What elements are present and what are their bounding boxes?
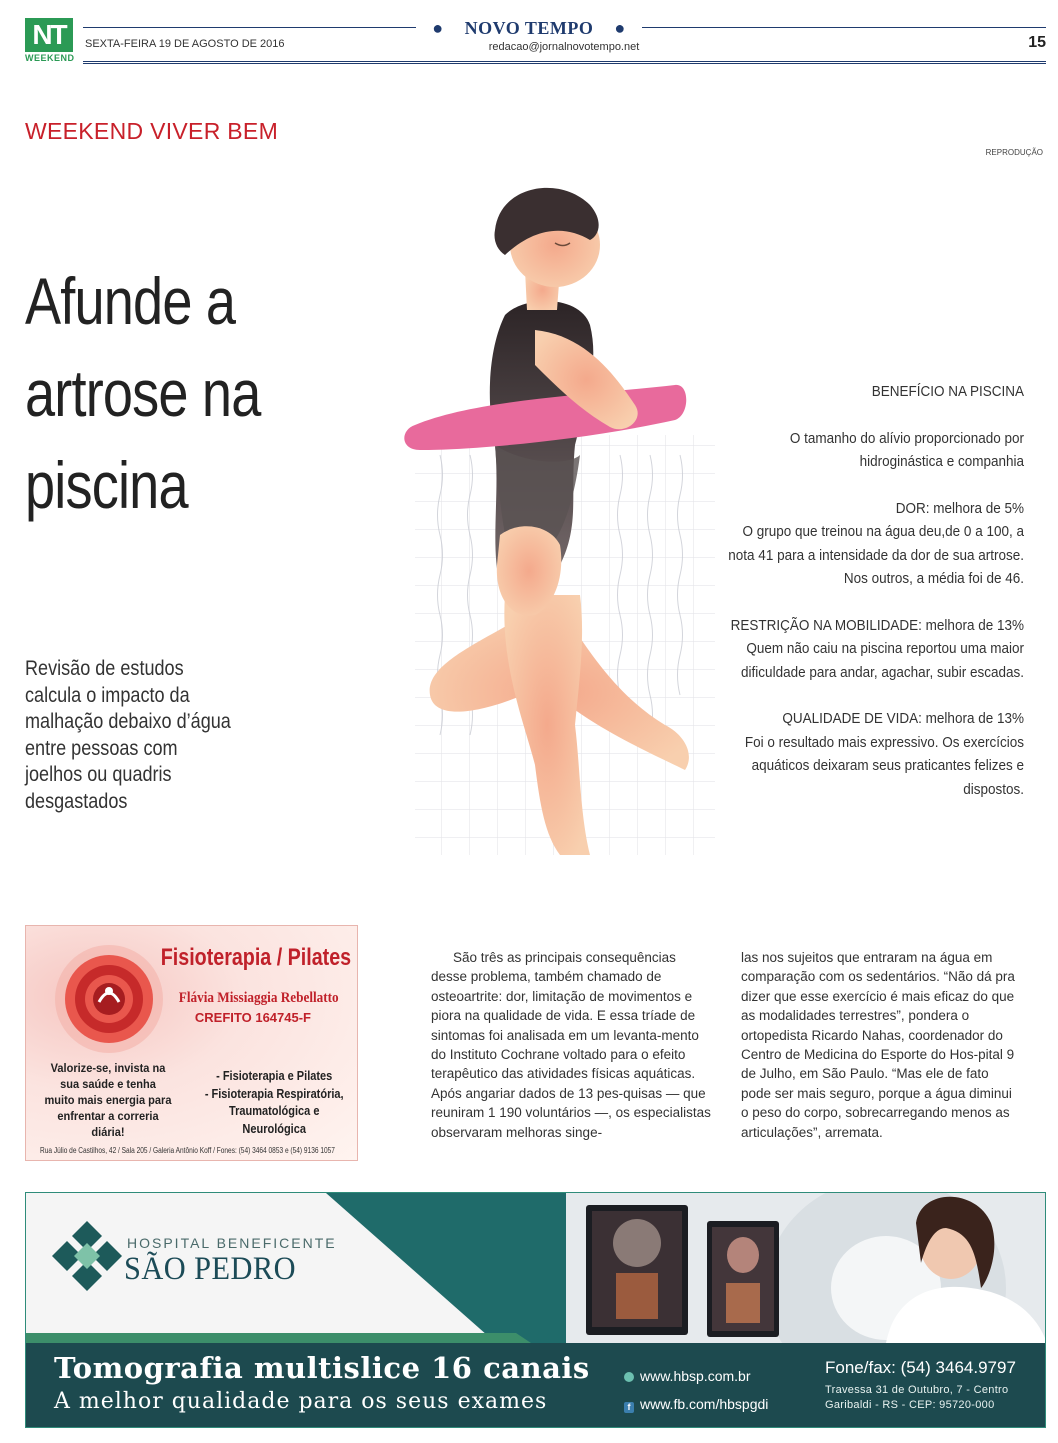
editorial-email[interactable]: redacao@jornalnovotempo.net xyxy=(488,41,640,53)
article-body-col1: São três as principais consequências desse problema, também chamado de osteoartrite: dor, limitação de movimentos e piora na qualidade de vida. E essa tríade de sintomas foi analisada em um levanta-mento do Instituto Cochrane voltado para o efeito terapêutico das atividades físicas aquáticas. Após angariar dados de 13 pes-quisas — que reuniram 1 190 voluntários —, os especialistas observaram melhoras singe- xyxy=(431,950,711,1140)
section-title: WEEKEND VIVER BEM xyxy=(25,118,279,144)
logo-subtitle: WEEKEND xyxy=(25,53,75,63)
hospital-ad[interactable] xyxy=(25,1192,1046,1428)
pilates-service: - Fisioterapia Respiratória, xyxy=(204,1086,344,1101)
hospital-name-small: HOSPITAL BENEFICENTE xyxy=(127,1235,337,1251)
infobox-item-text: Quem não caiu na piscina reportou uma maior dificuldade para andar, agachar, subir escadas. xyxy=(741,640,1024,681)
masthead-rule-bottom xyxy=(83,61,1046,64)
hospital-facebook: www.fb.com/hbspgdi xyxy=(640,1396,769,1412)
photo-credit: REPRODUÇÃO xyxy=(985,148,1043,157)
facebook-icon: f xyxy=(624,1402,634,1413)
hospital-cross-logo-icon xyxy=(52,1221,122,1291)
pilates-address: Rua Júlio de Castilhos, 42 / Sala 205 / Galeria Antônio Koff / Fones: (54) 3464 0853 e (54) 9136 1057 xyxy=(40,1146,335,1155)
hospital-address: Travessa 31 de Outubro, 7 - Centro xyxy=(825,1384,1009,1396)
hospital-city: Garibaldi - RS - CEP: 95720-000 xyxy=(825,1399,995,1411)
article-dek: Revisão de estudos calcula o impacto da malhação debaixo d’água entre pessoas com joelhos ou quadris desgastados xyxy=(25,657,231,813)
pilates-services xyxy=(199,1068,349,1138)
bullet-icon: ● xyxy=(606,18,633,39)
headline-line: Afunde a xyxy=(25,264,236,338)
globe-icon xyxy=(624,1372,634,1382)
infobox-item-heading: QUALIDADE DE VIDA: melhora de 13% xyxy=(782,710,1024,727)
headline xyxy=(25,255,287,531)
article-body-col2: las nos sujeitos que entraram na água em comparação com os sedentários. “Não dá pra dizer que esse exercício é mais eficaz do que as modalidades terrestres”, pondera o ortopedista Ricardo Nahas, coordenador do Centro de Medicina do Esporte do Hos-pital 9 de Julho, em São Paulo. “Mas ele de fato pode ser mais seguro, porque a água diminui o peso do corpo, sobrecarregando menos as articulações”, arremata. xyxy=(741,950,1015,1140)
hospital-subtagline: A melhor qualidade para os seus exames xyxy=(54,1389,548,1414)
pilates-professional: Flávia Missiaggia Rebellatto xyxy=(179,990,339,1006)
bullet-icon: ● xyxy=(424,18,451,39)
infobox-item-text: Foi o resultado mais expressivo. Os exercícios aquáticos deixaram seus praticantes felizes e dispostos. xyxy=(744,733,1024,798)
hospital-website-link[interactable] xyxy=(624,1368,750,1384)
infobox-item-heading: DOR: melhora de 5% xyxy=(895,499,1024,517)
page-number: 15 xyxy=(1028,34,1046,51)
pilates-service: Traumatológica e Neurológica xyxy=(228,1104,320,1136)
pilates-slogan: Valorize-se, invista na sua saúde e tenha muito mais energia para enfrentar a correria diária! xyxy=(44,1061,172,1139)
masthead-title xyxy=(416,18,642,39)
pilates-service: - Fisioterapia e Pilates xyxy=(216,1069,333,1083)
hospital-name: SÃO PEDRO xyxy=(124,1251,296,1287)
pilates-registration: CREFITO 164745-F xyxy=(194,1010,311,1025)
infobox xyxy=(694,380,1024,801)
masthead xyxy=(0,18,1058,39)
infobox-intro: O tamanho do alívio proporcionado por hidroginástica e companhia xyxy=(789,429,1024,470)
pilates-logo-icon xyxy=(54,944,164,1054)
headline-line: artrose na xyxy=(25,356,261,430)
paper-name: NOVO TEMPO xyxy=(457,18,602,39)
infobox-item-heading: RESTRIÇÃO NA MOBILIDADE: melhora de 13% xyxy=(730,616,1024,634)
infobox-item-text: O grupo que treinou na água deu,de 0 a 100, a nota 41 para a intensidade da dor de sua artrose. Nos outros, a média foi de 46. xyxy=(728,523,1024,587)
pilates-title: Fisioterapia / Pilates xyxy=(160,944,351,971)
headline-line: piscina xyxy=(25,448,188,522)
hospital-website: www.hbsp.com.br xyxy=(640,1368,751,1384)
infobox-title: BENEFÍCIO NA PISCINA xyxy=(871,383,1024,400)
hospital-tagline: Tomografia multislice 16 canais xyxy=(54,1351,590,1385)
hospital-phone: Fone/fax: (54) 3464.9797 xyxy=(825,1358,1016,1377)
issue-date: SEXTA-FEIRA 19 DE AGOSTO DE 2016 xyxy=(85,38,285,50)
pilates-ad[interactable] xyxy=(25,925,358,1161)
logo-letters: NT xyxy=(25,18,73,52)
hospital-facebook-link[interactable] xyxy=(624,1396,768,1413)
